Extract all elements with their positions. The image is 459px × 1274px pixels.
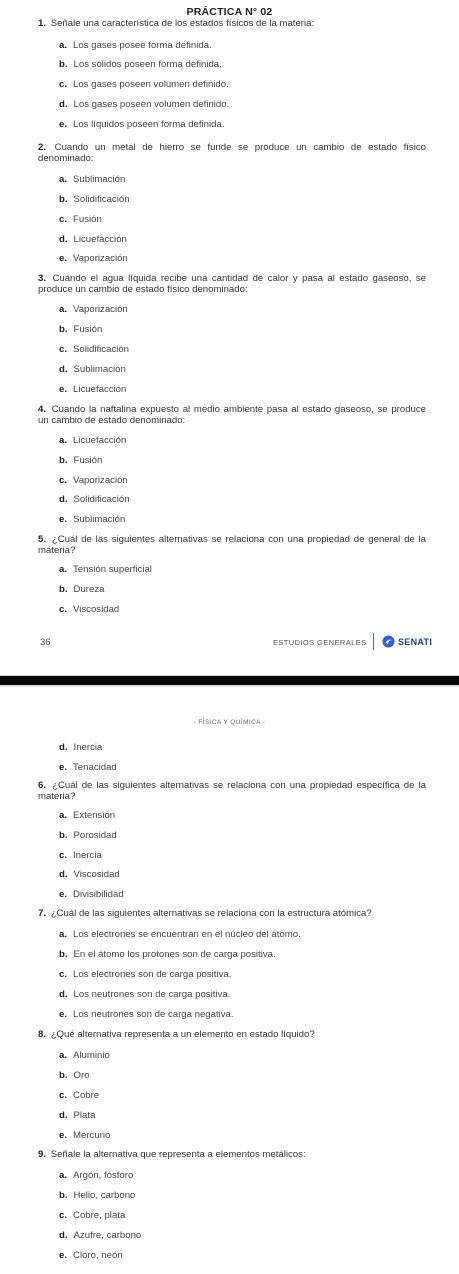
question-text: Cuando un metal de hierro se funde se produce un cambio de estado físico denominado: bbox=[38, 142, 426, 164]
option-7a: a. Los electrones se encuentran en el núcleo del átomo. bbox=[59, 929, 301, 940]
option-9a: a. Argón, fósforo bbox=[59, 1170, 134, 1181]
option-1d: d. Los gases poseen volumen definido. bbox=[59, 99, 230, 110]
option-5e: e. Tenacidad bbox=[59, 762, 117, 773]
question-7 bbox=[38, 909, 426, 920]
question-number: 3. bbox=[38, 273, 47, 284]
section-header: - FÍSICA Y QUÍMICA - bbox=[193, 719, 266, 726]
option-9c: c. Cobre, plata bbox=[59, 1210, 126, 1221]
senati-logo-text: SENATI bbox=[398, 637, 433, 647]
option-2b: b. Solidificación bbox=[59, 194, 130, 205]
question-number: 1. bbox=[38, 18, 47, 29]
page-separator-bar bbox=[0, 676, 459, 685]
footer-divider bbox=[373, 633, 374, 650]
option-5a: a. Tensión superficial bbox=[59, 564, 152, 575]
option-9b: b. Helio, carbono bbox=[59, 1190, 136, 1201]
question-5 bbox=[38, 535, 426, 556]
question-3 bbox=[38, 274, 426, 295]
option-4d: d. Solidificación bbox=[59, 494, 130, 505]
question-6 bbox=[38, 781, 426, 802]
question-number: 2. bbox=[38, 142, 47, 153]
option-5c: c. Viscosidad bbox=[59, 604, 120, 615]
question-text: ¿Cuál de las siguientes alternativas se relaciona con la estructura atómica? bbox=[50, 908, 372, 919]
option-4c: c. Vaporización bbox=[59, 475, 128, 486]
option-2d: d. Licuefacción bbox=[59, 234, 127, 245]
option-7e: e. Los neutrones son de carga negativa. bbox=[59, 1009, 234, 1020]
question-text: Señale la alternativa que representa a elementos metálicos: bbox=[50, 1149, 306, 1160]
footer-brand-text: ESTUDIOS GENERALES bbox=[273, 638, 367, 647]
option-8a: a. Aluminio bbox=[59, 1050, 110, 1061]
page-number: 36 bbox=[40, 637, 51, 648]
question-number: 7. bbox=[38, 908, 47, 919]
page-two bbox=[0, 687, 459, 1274]
question-4 bbox=[38, 405, 426, 426]
option-6e: e. Divisibilidad bbox=[59, 889, 124, 900]
option-2c: c. Fusión bbox=[59, 214, 102, 225]
option-1b: b. Los sólidos poseen forma definida. bbox=[59, 59, 222, 70]
option-3e: e. Licuefacción bbox=[59, 384, 127, 395]
option-5d: d. Inercia bbox=[59, 742, 103, 753]
question-text: ¿Cuál de las siguientes alternativas se relaciona con una propiedad de general de la materia? bbox=[38, 534, 427, 556]
option-6a: a. Extensión bbox=[59, 810, 116, 821]
option-6c: c. Inercia bbox=[59, 850, 102, 861]
option-5b: b. Dureza bbox=[59, 584, 105, 595]
option-4a: a. Licuefacción bbox=[59, 435, 127, 446]
option-8c: c. Cobre bbox=[59, 1090, 100, 1101]
question-number: 6. bbox=[38, 780, 47, 791]
option-8b: b. Oro bbox=[59, 1070, 90, 1081]
option-1a: a. Los gases posee forma definida. bbox=[59, 40, 212, 51]
option-6d: d. Viscosidad bbox=[59, 869, 120, 880]
option-3c: c. Solidificación bbox=[59, 344, 130, 355]
option-7b: b. En el átomo los protones son de carga positiva. bbox=[59, 949, 276, 960]
option-7c: c. Los electrones son de carga positiva. bbox=[59, 969, 232, 980]
option-4e: e. Sublimación bbox=[59, 514, 126, 525]
question-number: 9. bbox=[38, 1149, 47, 1160]
option-2e: e. Vaporización bbox=[59, 253, 128, 264]
question-text: Cuando la naftalina expuesto al medio ambiente pasa al estado gaseoso, se produce un cambio de estado denominado: bbox=[38, 404, 426, 426]
option-8d: d. Plata bbox=[59, 1110, 96, 1121]
option-4b: b. Fusión bbox=[59, 455, 103, 466]
senati-logo-icon bbox=[382, 635, 395, 648]
question-9 bbox=[38, 1150, 426, 1161]
question-2 bbox=[38, 143, 426, 164]
question-8 bbox=[38, 1030, 426, 1041]
question-number: 8. bbox=[38, 1029, 47, 1040]
page-title: PRÁCTICA N° 02 bbox=[186, 6, 273, 18]
option-9d: d. Azufre, carbono bbox=[59, 1230, 142, 1241]
option-2a: a. Sublimación bbox=[59, 174, 126, 185]
option-1c: c. Los gases poseen volumen definido. bbox=[59, 79, 229, 90]
option-3a: a. Vaporización bbox=[59, 304, 128, 315]
question-1 bbox=[38, 19, 426, 30]
question-number: 4. bbox=[38, 404, 47, 415]
question-text: Señale una característica de los estados físicos de la materia: bbox=[50, 18, 315, 29]
question-number: 5. bbox=[38, 534, 47, 545]
option-6b: b. Porosidad bbox=[59, 830, 117, 841]
option-3b: b. Fusión bbox=[59, 324, 103, 335]
option-8e: e. Mercurio bbox=[59, 1130, 111, 1141]
option-9e: e. Cloro, neón bbox=[59, 1250, 123, 1261]
question-text: ¿Cuál de las siguientes alternativas se relaciona con una propiedad específica de la materia? bbox=[38, 780, 426, 802]
option-1e: e. Los líquidos poseen forma definida. bbox=[59, 119, 225, 130]
option-3d: d. Sublimación bbox=[59, 364, 126, 375]
question-text: Cuando el agua líquida recibe una cantidad de calor y pasa al estado gaseoso, se produce un cambio de estado físico denominado: bbox=[38, 273, 426, 295]
option-7d: d. Los neutrones son de carga positiva. bbox=[59, 989, 231, 1000]
question-text: ¿Qué alternativa representa a un elemento en estado líquido? bbox=[50, 1029, 315, 1040]
